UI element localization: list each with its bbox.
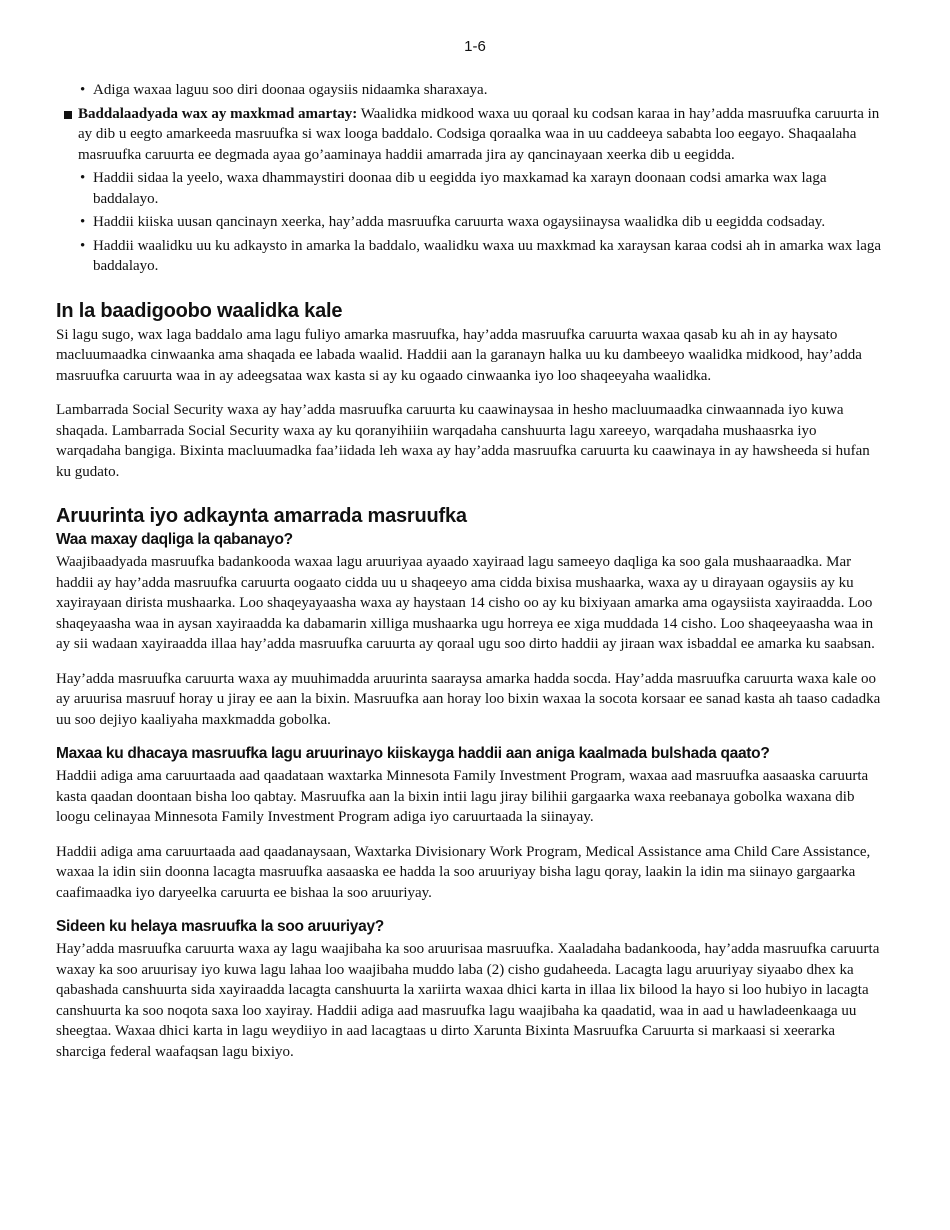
subheading-receiving-support: Sideen ku helaya masruufka la soo aruuriyay? [56, 918, 384, 935]
paragraph: Lambarrada Social Security waxa ay hay’adda masruufka caruurta ku caawinaysaa in hesho macluumaadka cinwaannada iyo kuwa shaqada. Lambarrada Social Security waxa ay ku qoranyihiiin warqadaha canshuurta lagu xareeyo, warqadaha mushaasrka iyo warqadaha bangiga. Bixinta macluumadka faa’iidada leh waxa ay hay’adda masruufka caruurta ku caawinaya in ay hawsheeda si hufan ku gudato. [56, 402, 870, 480]
subheading-income-withholding: Waa maxay daqliga la qabanayo? [56, 531, 293, 548]
intro-bullet-list [56, 80, 882, 101]
paragraph: Hay’adda masruufka caruurta waxa ay lagu waajibaha ka soo aruurisaa masruufka. Xaaladaha badankooda, hay’adda masruufka caruurta waxay ka soo aruurisay iyo kuwa lagu lahaa loo waajibaha muddo laba (2) cisho gudaheeda. Lacagta lagu aruuriyay siyaabo dhex ka qabashada canshuurta sida xayiraadda lacagta canshuurta la xariirta waxaa dhici karta in illaa lix bilood la hayo si loo hubiyo in lacagta canshuurta ka soo noqota saxa loo xayiray. Haddii adiga aad masruufka lagu waajibaha ka qaadatid, waa in aad u hawladeenkaaga uu sheegtaa. Waxaa dhici karta in lagu weydiiyo in aad lacagtaas u dirto Xarunta Bixinta Masruufka Caruurta si markaasi si xeerarka sharciga federal waafaqsan lagu bixiyo. [56, 941, 880, 1060]
sub-bullet: • Haddii kiiska uusan qancinayn xeerka, hay’adda masruufka caruurta waxa ogaysiinaysa waalidka dib u eegidda codsaday. [56, 212, 882, 233]
section-heading-collection: Aruurinta iyo adkaynta amarrada masruufka [56, 505, 467, 527]
paragraph: Haddii adiga ama caruurtaada aad qaadataan waxtarka Minnesota Family Investment Program, waxaa aad masruufka aasaaska caruurta kasta qaadan doontaan bisha loo qabtay. Masruufka aan la bixin intii lagu jiray bilihii gargaarka waxa reebanaya gobolka waxana dib loogu celinayaa Minnesota Family Investment Program adiga iyo caruurtaada la siinayay. [56, 768, 869, 825]
change-order-sub-list [56, 168, 882, 277]
paragraph: Si lagu sugo, wax laga baddalo ama lagu fuliyo amarka masruufka, hay’adda masruufka caruurta waxaa qasab ku ah in ay haysato macluumaadka cinwaanka ama shaqada ee labada waalid. Haddii aan la garanayn halka uu ku dambeeyo waalidka midkood, hay’adda masruufka caruurta waa in ay adeegsataa wax kasta si ay ku ogaado cinwaanka iyo loo shaqeeyaha waalidka. [56, 326, 862, 384]
section-heading-locate-parent: In la baadigoobo waalidka kale [56, 299, 343, 322]
page-number: 1-6 [464, 38, 486, 55]
change-order-label: Baddalaadyada wax ay maxkmad amartay: [78, 105, 358, 122]
square-bullet-icon [64, 111, 72, 119]
intro-bullet: • Adiga waxaa laguu soo diri doonaa ogaysiis nidaamka sharaxaya. [56, 80, 882, 101]
paragraph: Haddii adiga ama caruurtaada aad qaadanaysaan, Waxtarka Divisionary Work Program, Medical Assistance ama Child Care Assistance, waxaa la idin siin doonna lacagta masruufka aasaaska ee hadda la soo aruuriyay bisha lagu qoray, laakin la idin ma siinayo gargaarka caafimaadka iyo daryeelka caruurta ee bishaa la soo aruuriyay. [56, 843, 871, 901]
sub-bullet: • Haddii waalidku uu ku adkaysto in amarka la baddalo, waalidku waxa uu maxkmad ka xaraysan karaa codsi ah in amarka wax laga baddalayo. [56, 236, 882, 277]
page-content [56, 80, 882, 1062]
change-order-text: Waalidka midkood waxa uu qoraal ku codsan karaa in hay’adda masruufka caruurta in ay dib u eegto amarkeeda masruufka si wax looga baddalo. Codsiga qoraalka waa in uu caddeeya sababta loo eegayo. Shaqaalaha masruufka caruurta ee degmada ayaa go’aaminaya haddii amarrada jira ay qancinayaan xeerka dib u eegidda. [78, 105, 880, 163]
change-order-item [56, 104, 882, 166]
subheading-public-assistance: Maxaa ku dhacaya masruufka lagu aruurinayo kiiskayga haddii aan aniga kaalmada bulshada qaato? [56, 745, 770, 762]
paragraph: Waajibaadyada masruufka badankooda waxaa lagu aruuriyaa ayaado xayiraad lagu sameeyo daqliga ka soo gala mushaaraadka. Mar haddii ay hay’adda masruufka caruurta oogaato cidda uu u shaqeeyo ama cidda bixisa mushaarka, waxa ay u dirayaan ogaysiis ay ku xayirayaan dirista mushaarka. Loo shaqeyayaasha waxa ay haystaan 14 cisho oo ay ku bixiyaan amarka ama ogaysiista xayiraadda. Loo shaqeyaasha waa in aysan xayiraadda ka dabamarin xilliga mushaarka ugu horreya ee xiga muddada 14 cisho. Loo shaqeeyaasha waa in ay sii wadaan xayiraadda illaa hay’adda masruufka caruurta ay qoraal ugu soo dirto haddii ay jiraan wax isbaddal ee amarka ku saabsan. [56, 554, 875, 652]
sub-bullet: • Haddii sidaa la yeelo, waxa dhammaystiri doonaa dib u eegidda iyo maxkamad ka xarayn doonaan codsi amarka wax laga baddalayo. [56, 168, 882, 209]
paragraph: Hay’adda masruufka caruurta waxa ay muuhimadda aruurinta saaraysa amarka hadda socda. Hay’adda masruufka caruurta waxa kale oo ay aruurisa masruuf horay u jiray ee aan la bixin. Masruufka aan horay loo bixin waxaa la socota korsaar ee sanad kasta ah taaso cadadka uu soo dejiyo kaaliyaha maxkmadda gobolka. [56, 670, 881, 728]
